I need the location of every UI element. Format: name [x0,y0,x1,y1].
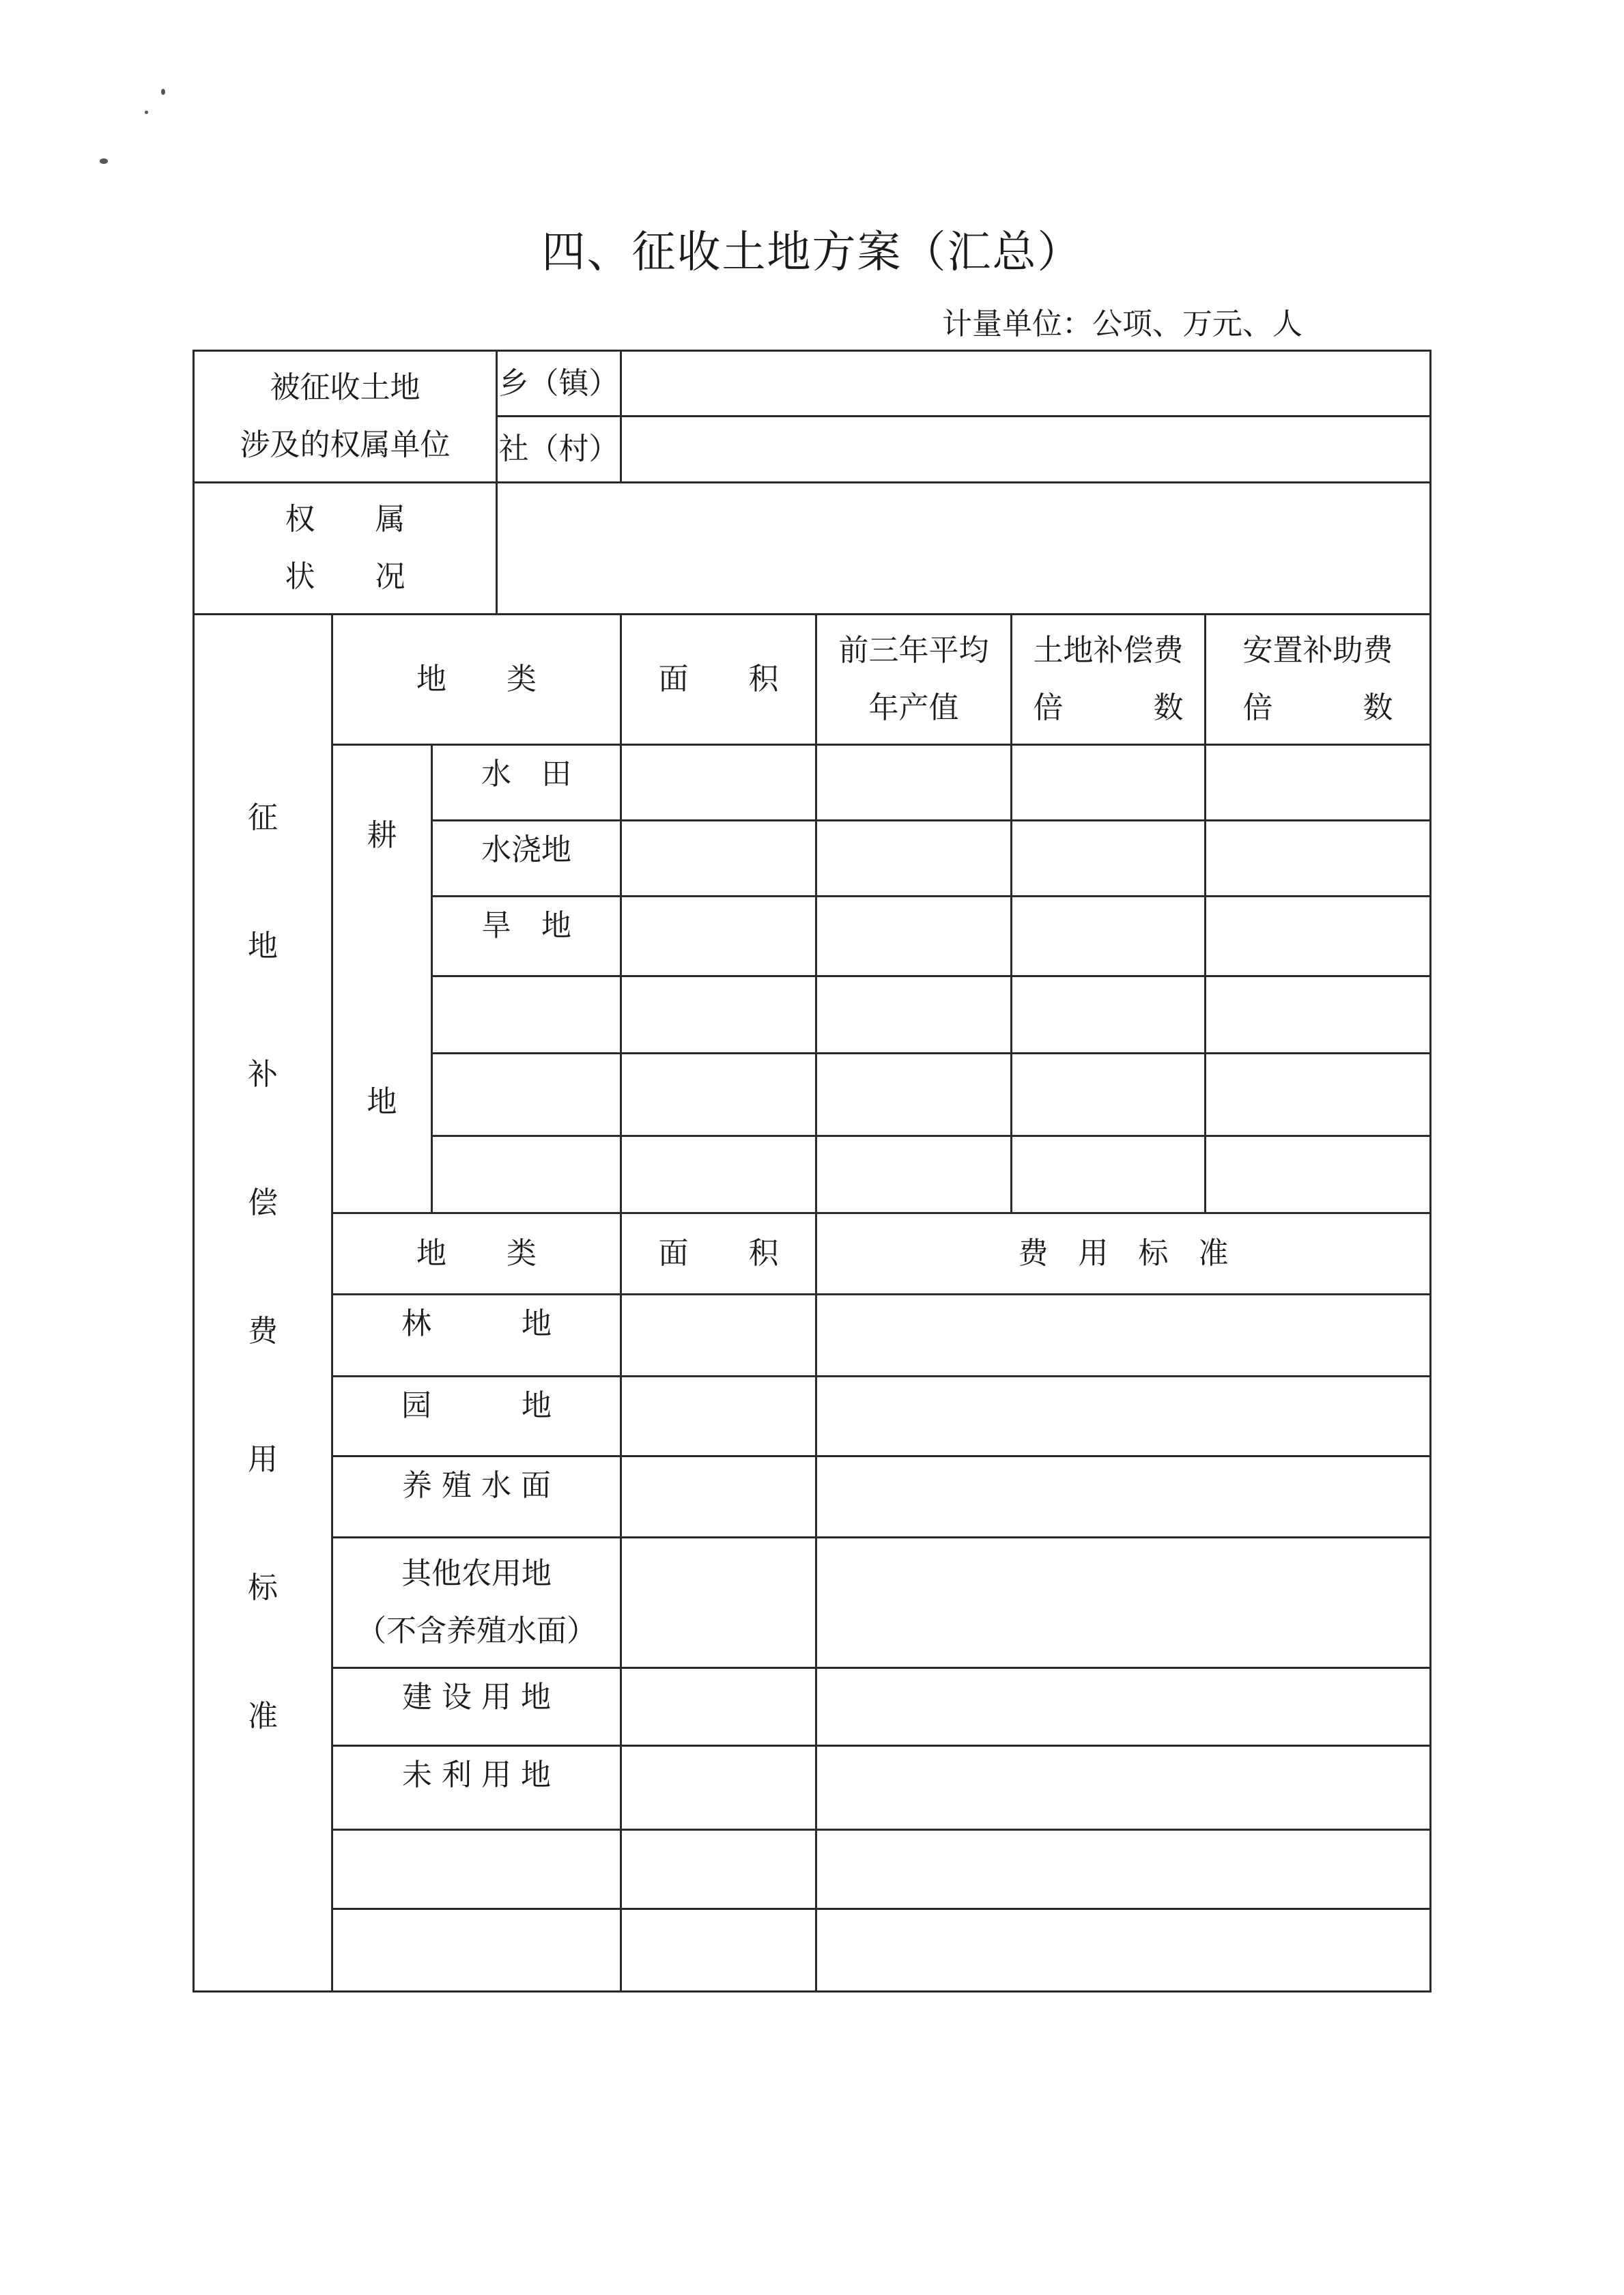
ownership-status-line2: 状 况 [285,559,405,594]
cell-avg-output[interactable] [816,744,1012,820]
cell-resettle[interactable] [1206,976,1431,1053]
header-area: 面 积 [621,614,816,744]
land-type-paddy: 水 田 [432,744,621,820]
land-type-forest: 林 地 [332,1294,621,1377]
village-value-cell[interactable] [621,417,1431,482]
ownership-status-label [194,482,497,614]
cultivated-label-bottom: 地 [367,1084,397,1119]
land-type-irrigated: 水浇地 [432,820,621,896]
header2-area: 面 积 [621,1213,816,1295]
cell-avg-output[interactable] [816,820,1012,896]
township-value-cell[interactable] [621,351,1431,417]
cell-land-comp[interactable] [1012,896,1206,976]
header2-land-type: 地 类 [332,1213,621,1295]
cell-fee-standard[interactable] [816,1909,1431,1992]
cell-area[interactable] [621,1294,816,1377]
other-agri-line1: 其他农用地 [401,1555,552,1591]
land-type-blank[interactable] [432,1136,621,1213]
land-type-blank[interactable] [432,976,621,1053]
cell-resettle[interactable] [1206,896,1431,976]
scan-speck [100,158,108,164]
header-avg-output-line2: 年产值 [868,690,959,725]
cell-land-comp[interactable] [1012,1054,1206,1136]
cell-area[interactable] [621,976,816,1053]
scan-speck [161,89,165,95]
ownership-status-value-cell[interactable] [497,482,1431,614]
cell-area[interactable] [621,1829,816,1909]
cell-avg-output[interactable] [816,1054,1012,1136]
header-resettle-line2: 倍 数 [1242,690,1393,725]
land-type-blank[interactable] [432,1054,621,1136]
cell-area[interactable] [621,1667,816,1746]
land-type-aquaculture: 养 殖 水 面 [332,1456,621,1537]
compensation-side-label [194,614,332,1991]
land-type-blank[interactable] [332,1909,621,1992]
cell-land-comp[interactable] [1012,976,1206,1053]
cell-area[interactable] [621,744,816,820]
cell-fee-standard[interactable] [816,1294,1431,1377]
side-label-char: 偿 [248,1185,278,1220]
header-land-type: 地 类 [332,614,621,744]
cell-area[interactable] [621,1377,816,1456]
cell-area[interactable] [621,1909,816,1992]
cell-avg-output[interactable] [816,896,1012,976]
cell-area[interactable] [621,896,816,976]
cell-fee-standard[interactable] [816,1667,1431,1746]
land-type-garden: 园 地 [332,1377,621,1456]
township-label: 乡（镇） [497,351,621,417]
land-type-other-agri [332,1537,621,1667]
side-label-char: 费 [248,1313,278,1349]
cell-area[interactable] [621,1537,816,1667]
cell-area[interactable] [621,1746,816,1830]
header-resettle-multiple [1206,614,1431,744]
land-acquisition-table [193,350,1431,1993]
cell-resettle[interactable] [1206,1054,1431,1136]
land-type-unused: 未 利 用 地 [332,1746,621,1830]
header-resettle-line1: 安置补助费 [1242,633,1393,668]
land-type-construction: 建 设 用 地 [332,1667,621,1746]
side-label-char: 用 [248,1441,278,1477]
cell-land-comp[interactable] [1012,820,1206,896]
side-label-char: 标 [248,1570,278,1605]
cell-avg-output[interactable] [816,1136,1012,1213]
cultivated-land-group-label [332,744,432,1213]
cell-resettle[interactable] [1206,820,1431,896]
land-type-blank[interactable] [332,1829,621,1909]
side-label-char: 征 [248,800,278,835]
cell-fee-standard[interactable] [816,1456,1431,1537]
cell-resettle[interactable] [1206,1136,1431,1213]
cell-area[interactable] [621,1054,816,1136]
ownership-unit-label-line2: 涉及的权属单位 [240,427,451,462]
cell-land-comp[interactable] [1012,744,1206,820]
cultivated-label-top: 耕 [367,817,397,853]
ownership-unit-label-line1: 被征收土地 [270,370,421,406]
cell-resettle[interactable] [1206,744,1431,820]
cell-fee-standard[interactable] [816,1829,1431,1909]
side-label-char: 地 [248,928,278,963]
land-type-dry: 旱 地 [432,896,621,976]
cell-fee-standard[interactable] [816,1537,1431,1667]
page-title: 四、征收土地方案（汇总） [541,227,1083,278]
cell-area[interactable] [621,820,816,896]
header-land-comp-multiple [1012,614,1206,744]
cell-area[interactable] [621,1136,816,1213]
other-agri-line2: （不含养殖水面） [356,1613,597,1648]
side-label-char: 补 [248,1056,278,1092]
header2-fee-standard: 费 用 标 准 [816,1213,1431,1295]
header-land-comp-line2: 倍 数 [1033,690,1184,725]
cell-avg-output[interactable] [816,976,1012,1053]
cell-fee-standard[interactable] [816,1746,1431,1830]
cell-area[interactable] [621,1456,816,1537]
cell-fee-standard[interactable] [816,1377,1431,1456]
header-avg-output [816,614,1012,744]
measurement-unit: 计量单位：公项、万元、人 [942,307,1302,341]
village-label: 社（村） [497,417,621,482]
scan-speck [145,111,148,114]
header-avg-output-line1: 前三年平均 [838,633,989,668]
side-label-char: 准 [248,1698,278,1734]
header-land-comp-line1: 土地补偿费 [1033,633,1184,668]
ownership-unit-label [194,351,497,483]
cell-land-comp[interactable] [1012,1136,1206,1213]
ownership-status-line1: 权 属 [285,502,405,537]
